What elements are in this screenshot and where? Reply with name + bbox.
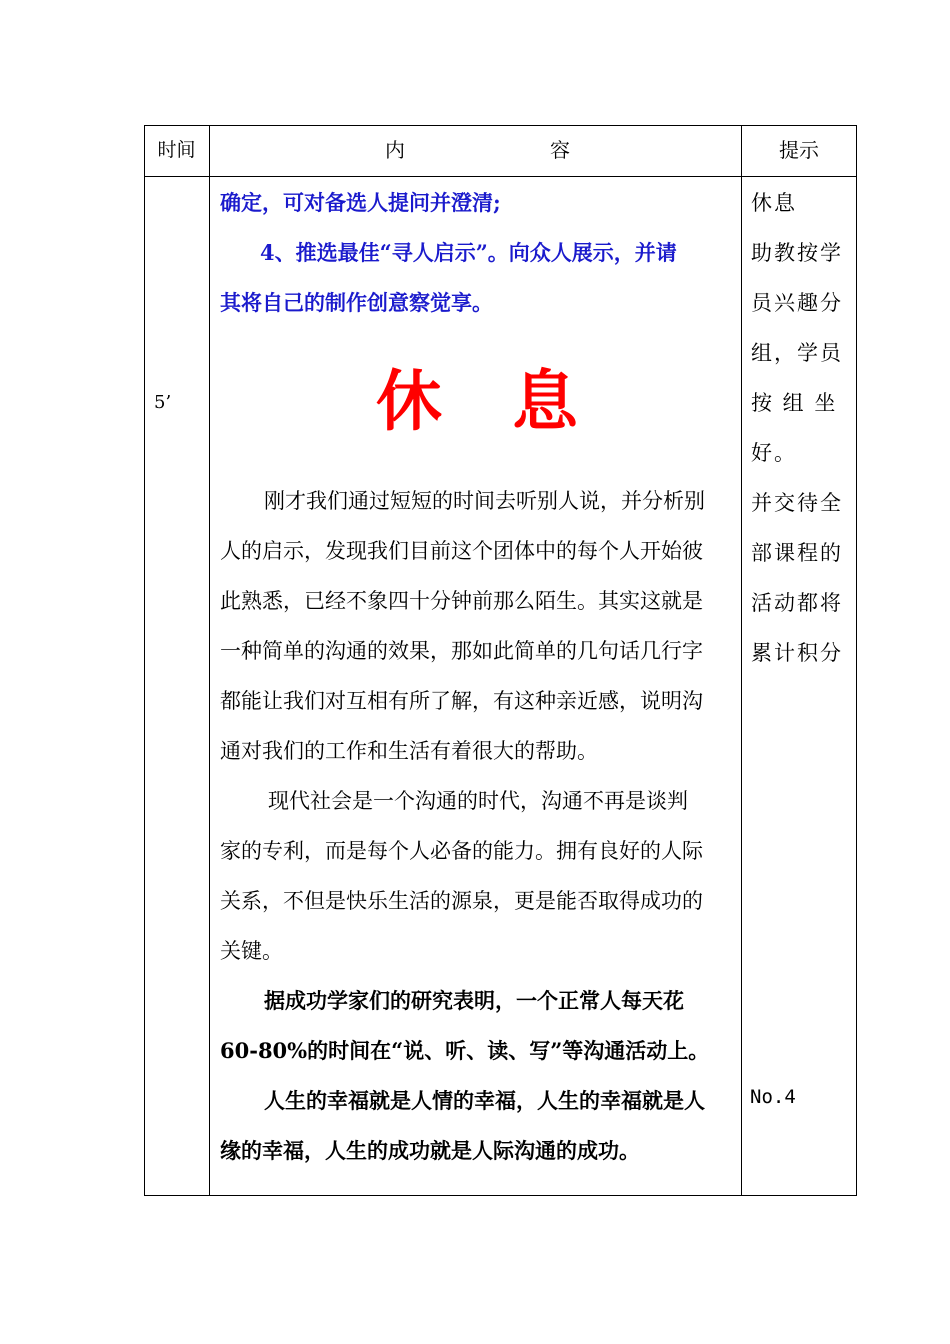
content-line: 都能让我们对互相有所了解，有这种亲近感，说明沟 [220, 689, 703, 713]
content-line: 一种简单的沟通的效果，那如此简单的几句话几行字 [220, 639, 703, 663]
content-line: 家的专利，而是每个人必备的能力。拥有良好的人际 [220, 839, 703, 863]
content-line: 缘的幸福，人生的成功就是人际沟通的成功。 [220, 1138, 640, 1163]
content-line: 人生的幸福就是人情的幸福，人生的幸福就是人 [264, 1088, 705, 1113]
header-hint: 提示 [779, 138, 819, 162]
content-line: 通对我们的工作和生活有着很大的帮助。 [220, 739, 598, 763]
column-divider-time [209, 125, 210, 1196]
content-cell [220, 178, 734, 1176]
hint-line: 并交待全 [751, 491, 843, 515]
hint-line: 组，学员 [751, 341, 843, 365]
content-line: 其将自己的制作创意察觉享。 [220, 290, 493, 315]
hint-cell [751, 178, 849, 678]
content-line: 此熟悉，已经不象四十分钟前那么陌生。其实这就是 [220, 589, 703, 613]
hint-line: 部课程的 [751, 541, 843, 565]
hint-line: 累计积分 [751, 641, 843, 665]
hint-line: 员兴趣分 [751, 291, 843, 315]
header-content-left: 内 [385, 138, 405, 162]
header-time: 时间 [157, 139, 196, 161]
content-line: 关键。 [220, 939, 283, 963]
hint-line: 好。 [751, 441, 797, 465]
page-number: No.4 [750, 1086, 796, 1108]
hint-line: 休息 [751, 191, 797, 215]
content-line: 关系，不但是快乐生活的源泉，更是能否取得成功的 [220, 889, 703, 913]
rest-title: 休息 [376, 363, 648, 440]
hint-line: 助教按学 [751, 241, 843, 265]
content-line: 据成功学家们的研究表明，一个正常人每天花 [264, 988, 684, 1013]
header-content-right: 容 [550, 138, 570, 162]
content-line: 4、推选最佳“寻人启示”。向众人展示，并请 [260, 240, 677, 265]
content-line: 确定，可对备选人提问并澄清; [220, 190, 501, 215]
content-line: 60-80%的时间在“说、听、读、写”等沟通活动上。 [220, 1038, 710, 1063]
header-divider [144, 176, 857, 177]
content-line: 人的启示，发现我们目前这个团体中的每个人开始彼 [220, 539, 703, 563]
content-line: 刚才我们通过短短的时间去听别人说，并分析别 [264, 489, 705, 513]
hint-line: 活动都将 [751, 591, 843, 615]
column-divider-hint [741, 125, 742, 1196]
hint-line: 按 组 坐 [751, 391, 838, 415]
time-value: 5’ [154, 392, 172, 413]
content-line: 现代社会是一个沟通的时代，沟通不再是谈判 [268, 789, 688, 813]
